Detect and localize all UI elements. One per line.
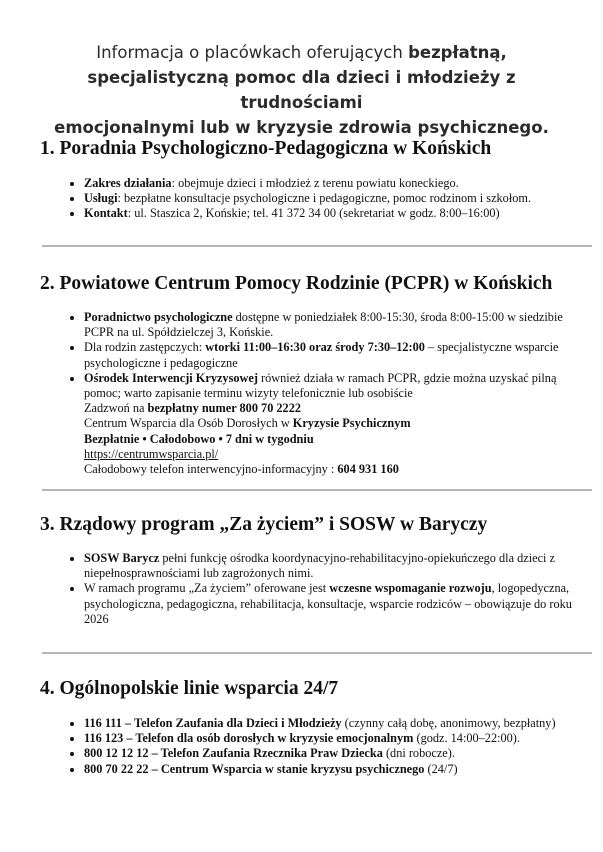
title-line-3: emocjonalnymi lub w kryzysie zdrowia psychicznego.	[54, 118, 549, 137]
free-number-line: Zadzwoń na bezpłatny numer 800 70 2222	[84, 401, 302, 416]
support-centre-line: Centrum Wsparcia dla Osób Dorosłych w Kryzysie Psychicznym	[84, 416, 411, 431]
section-3-heading: 3. Rządowy program „Za życiem” i SOSW w Baryczy	[40, 514, 488, 535]
document-title	[30, 40, 573, 140]
list-item: • 800 12 12 12 – Telefon Zaufania Rzecznika Praw Dziecka (dni robocze).	[84, 746, 580, 761]
list-item: • Usługi: bezpłatne konsultacje psychologiczne i pedagogiczne, pomoc rodzinom i szkołom.	[84, 191, 580, 206]
list-item: • Ośrodek Interwencji Kryzysowej również działa w ramach PCPR, gdzie można uzyskać pilną pomoc; warto zapisanie terminu wizyty telefonicznie lub osobiście Zadzwoń na bezpłatny numer 800 70 2222 Centrum Wsparcia dla Osób Dorosłych w Kryzysie Psychicznym Bezpłatnie • Całodobowo • 7 dni w tygodniu https://centrumwsparcia.pl/ Całodobowy telefon interwencyjno-informacyjny : 604 931 160	[84, 371, 580, 477]
list-item: • SOSW Barycz pełni funkcję ośrodka koordynacyjno-rehabilitacyjno-opiekuńczego dla dzieci z niepełnosprawnościami lub zagrożonych nimi.	[84, 551, 580, 581]
divider	[42, 489, 592, 491]
section-1-heading: 1. Poradnia Psychologiczno-Pedagogiczna w Końskich	[40, 138, 492, 159]
list-item: • 116 123 – Telefon dla osób dorosłych w kryzysie emocjonalnym (godz. 14:00–22:00).	[84, 731, 580, 746]
section-4-list	[40, 716, 580, 777]
list-item: • Poradnictwo psychologiczne dostępne w poniedziałek 8:00-15:30, środa 8:00-15:00 w siedzibie PCPR na ul. Spółdzielczej 3, Końskie.	[84, 310, 580, 340]
section-1-list	[40, 176, 580, 222]
section-3-list	[40, 551, 580, 627]
title-line-2: specjalistyczną pomoc dla dzieci i młodzieży z trudnościami	[87, 68, 516, 112]
section-2	[40, 272, 580, 477]
section-3	[40, 513, 580, 627]
title-line-1: Informacja o placówkach oferujących bezpłatną,	[96, 43, 507, 62]
divider	[42, 652, 592, 654]
divider	[42, 245, 592, 247]
list-item: • Kontakt: ul. Staszica 2, Końskie; tel. 41 372 34 00 (sekretariat w godz. 8:00–16:00)	[84, 206, 580, 221]
section-2-heading: 2. Powiatowe Centrum Pomocy Rodzinie (PCPR) w Końskich	[40, 273, 553, 294]
section-4-heading: 4. Ogólnopolskie linie wsparcia 24/7	[40, 678, 339, 699]
list-item: • W ramach programu „Za życiem” oferowane jest wczesne wspomaganie rozwoju, logopedyczna, psychologiczna, pedagogiczna, rehabilitacja, konsultacje, wsparcie rodziców – obowiązuje do roku 2026	[84, 581, 580, 627]
availability-line: Bezpłatnie • Całodobowo • 7 dni w tygodniu	[84, 431, 314, 446]
section-4	[40, 677, 580, 777]
list-item: • 800 70 22 22 – Centrum Wsparcia w stanie kryzysu psychicznego (24/7)	[84, 762, 580, 777]
section-2-list	[40, 310, 580, 477]
centrum-wsparcia-link[interactable]: https://centrumwsparcia.pl/	[84, 446, 219, 461]
section-1	[40, 137, 580, 222]
list-item: • Dla rodzin zastępczych: wtorki 11:00–16:30 oraz środy 7:30–12:00 – specjalistyczne wsparcie psychologiczne i pedagogiczne	[84, 340, 580, 370]
list-item: • 116 111 – Telefon Zaufania dla Dzieci i Młodzieży (czynny całą dobę, anonimowy, bezpłatny)	[84, 716, 580, 731]
list-item: • Zakres działania: obejmuje dzieci i młodzież z terenu powiatu koneckiego.	[84, 176, 580, 191]
hotline-line: Całodobowy telefon interwencyjno-informacyjny : 604 931 160	[84, 462, 399, 477]
